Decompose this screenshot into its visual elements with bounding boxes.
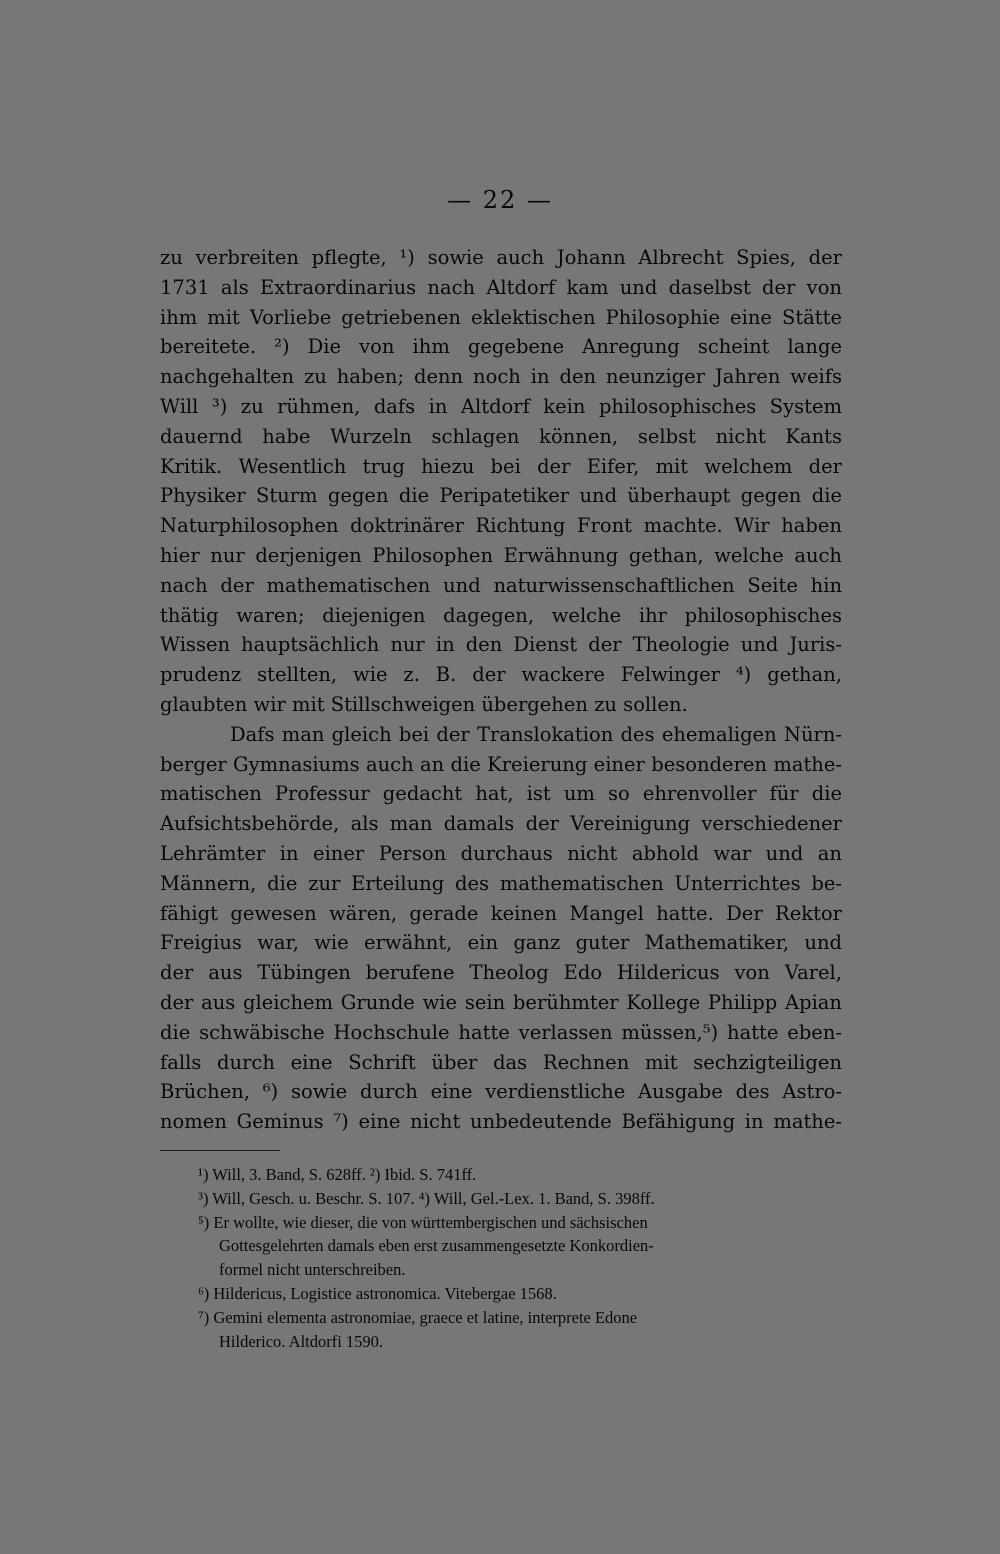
footnotes	[160, 1163, 842, 1353]
page-number: — 22 —	[447, 186, 553, 214]
text-line: Freigius war, wie erwähnt, ein ganz guter Mathematiker, und	[160, 931, 842, 955]
text-line: berger Gymnasiums auch an die Kreierung einer besonderen mathe-	[160, 752, 842, 776]
text-line: Brüchen, ⁶) sowie durch eine verdienstliche Ausgabe des Astro-	[160, 1080, 842, 1104]
footnote-line: ⁷) Gemini elementa astronomiae, graece et latine, interprete Edone	[198, 1307, 638, 1327]
footnote-line: ³) Will, Gesch. u. Beschr. S. 107. ⁴) Will, Gel.-Lex. 1. Band, S. 398ff.	[198, 1188, 655, 1208]
text-line: der aus gleichem Grunde wie sein berühmter Kollege Philipp Apian	[160, 990, 842, 1014]
text-line: Kritik. Wesentlich trug hiezu bei der Eifer, mit welchem der	[160, 454, 842, 478]
text-line: ihm mit Vorliebe getriebenen eklektischen Philosophie eine Stätte	[160, 305, 842, 329]
footnote-divider	[160, 1150, 280, 1151]
footnote-line: ¹) Will, 3. Band, S. 628ff. ²) Ibid. S. 741ff.	[198, 1165, 477, 1184]
text-line: falls durch eine Schrift über das Rechnen mit sechzigteiligen	[160, 1050, 842, 1074]
text-line: Männern, die zur Erteilung des mathematischen Unterrichtes be-	[160, 871, 842, 895]
text-line: nomen Geminus ⁷) eine nicht unbedeutende Befähigung in mathe-	[160, 1110, 842, 1134]
text-line: zu verbreiten pflegte, ¹) sowie auch Johann Albrecht Spies, der	[160, 246, 842, 269]
text-line: der aus Tübingen berufene Theolog Edo Hildericus von Varel,	[160, 961, 842, 985]
text-line: nachgehalten zu haben; denn noch in den neunziger Jahren weifs	[160, 365, 842, 389]
text-line: matischen Professur gedacht hat, ist um so ehrenvoller für die	[160, 782, 842, 806]
text-line: 1731 als Extraordinarius nach Altdorf kam und daselbst der von	[160, 275, 842, 299]
text-line: fähigt gewesen wären, gerade keinen Mangel hatte. Der Rektor	[160, 901, 842, 925]
footnote-line: ⁶) Hildericus, Logistice astronomica. Vitebergae 1568.	[198, 1283, 557, 1303]
text-line: Aufsichtsbehörde, als man damals der Vereinigung verschiedener	[160, 812, 842, 836]
text-line: Wissen hauptsächlich nur in den Dienst der Theologie und Juris-	[160, 633, 842, 657]
text-line: Naturphilosophen doktrinärer Richtung Front machte. Wir haben	[160, 514, 842, 538]
text-line: dauernd habe Wurzeln schlagen können, selbst nicht Kants	[160, 424, 842, 448]
text-line: Physiker Sturm gegen die Peripatetiker und überhaupt gegen die	[160, 484, 842, 508]
footnote-line: formel nicht unterschreiben.	[219, 1260, 406, 1280]
footnote-line: Gottesgelehrten damals eben erst zusammengesetzte Konkordien-	[219, 1236, 654, 1256]
text-line: bereitete. ²) Die von ihm gegebene Anregung scheint lange	[160, 335, 842, 359]
text-line: nach der mathematischen und naturwissenschaftlichen Seite hin	[160, 573, 842, 597]
text-line: thätig waren; diejenigen dagegen, welche ihr philosophisches	[160, 603, 842, 627]
text-line: hier nur derjenigen Philosophen Erwähnung gethan, welche auch	[160, 543, 842, 567]
body-text	[160, 243, 842, 1137]
text-line: Lehrämter in einer Person durchaus nicht abhold war und an	[160, 841, 842, 865]
text-line: Dafs man gleich bei der Translokation des ehemaligen Nürn-	[230, 722, 842, 746]
text-line: Will ³) zu rühmen, dafs in Altdorf kein philosophisches System	[160, 394, 842, 418]
text-line: glaubten wir mit Stillschweigen übergehen zu sollen.	[160, 692, 688, 716]
footnote-line: ⁵) Er wollte, wie dieser, die von württembergischen und sächsischen	[198, 1212, 648, 1232]
text-line: die schwäbische Hochschule hatte verlassen müssen,⁵) hatte eben-	[160, 1020, 842, 1044]
footnote-line: Hilderico. Altdorfi 1590.	[219, 1331, 384, 1351]
text-line: prudenz stellten, wie z. B. der wackere Felwinger ⁴) gethan,	[160, 663, 842, 687]
